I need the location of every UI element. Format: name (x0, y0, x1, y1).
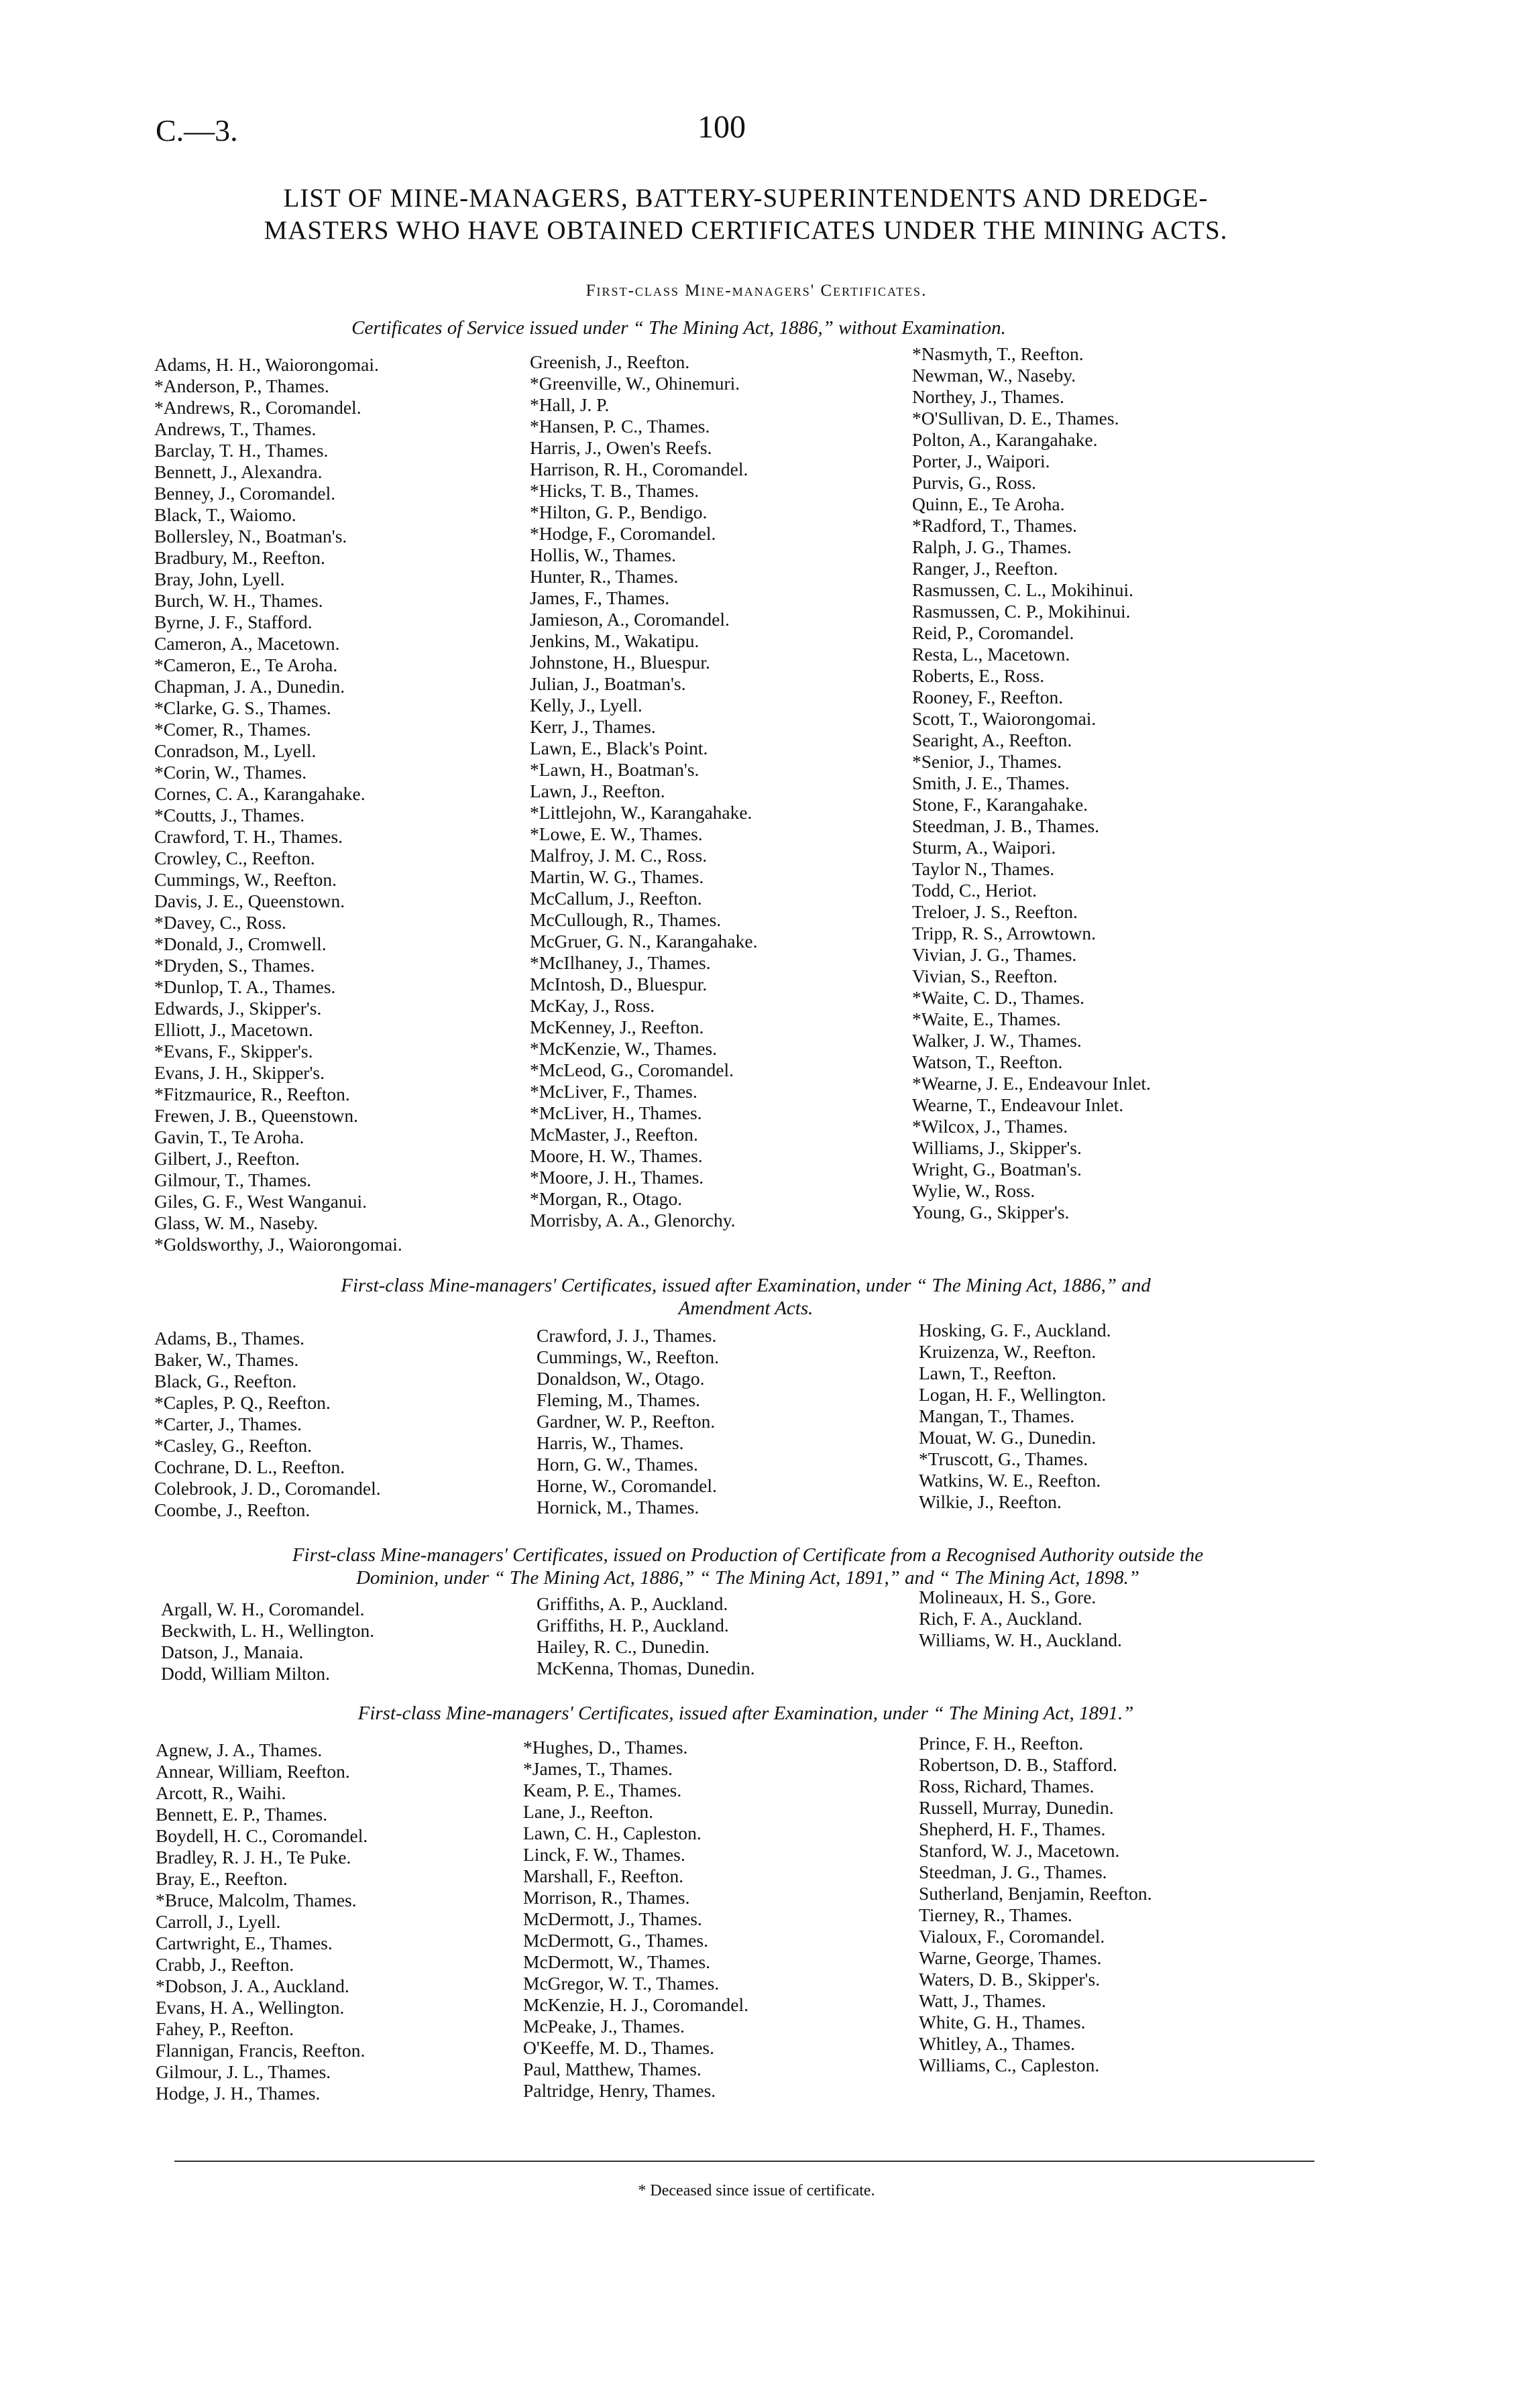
name-entry: *McLeod, G., Coromandel. (530, 1059, 734, 1080)
name-entry: Glass, W. M., Naseby. (154, 1212, 319, 1233)
name-entry: Whitley, A., Thames. (919, 2033, 1075, 2054)
name-entry: Beckwith, L. H., Wellington. (161, 1620, 375, 1641)
name-entry: Crowley, C., Reefton. (154, 848, 315, 868)
section-3-column-2 (537, 1593, 755, 1679)
name-entry: Bradbury, M., Reefton. (154, 547, 325, 568)
name-entry: James, F., Thames. (530, 587, 670, 608)
caption-line: First-class Mine-managers' Certificates, issued after Examination, under “ The Mining Act, 1886,” and (341, 1275, 1151, 1296)
name-entry: Cochrane, D. L., Reefton. (154, 1456, 345, 1477)
name-entry: Young, G., Skipper's. (912, 1202, 1070, 1222)
name-entry: Scott, T., Waiorongomai. (912, 708, 1097, 729)
name-entry: Edwards, J., Skipper's. (154, 998, 322, 1019)
name-entry: *Davey, C., Ross. (154, 912, 286, 933)
name-entry: *Clarke, G. S., Thames. (154, 697, 331, 718)
section-4-column-3 (919, 1733, 1152, 2076)
name-entry: *Carter, J., Thames. (154, 1414, 302, 1434)
name-entry: *Wearne, J. E., Endeavour Inlet. (912, 1073, 1151, 1094)
name-entry: Hodge, J. H., Thames. (156, 2083, 321, 2104)
name-entry: Benney, J., Coromandel. (154, 483, 336, 504)
name-entry: Fleming, M., Thames. (537, 1389, 700, 1410)
name-entry: Malfroy, J. M. C., Ross. (530, 845, 708, 866)
name-entry: Conradson, M., Lyell. (154, 740, 317, 761)
name-entry: O'Keeffe, M. D., Thames. (523, 2037, 714, 2058)
name-entry: McDermott, J., Thames. (523, 1908, 702, 1929)
name-entry: *Dryden, S., Thames. (154, 955, 315, 976)
name-entry: *Hicks, T. B., Thames. (530, 480, 699, 501)
name-entry: Gilbert, J., Reefton. (154, 1148, 300, 1169)
name-entry: Northey, J., Thames. (912, 386, 1064, 407)
name-entry: Porter, J., Waipori. (912, 451, 1050, 471)
name-entry: Vivian, S., Reefton. (912, 966, 1058, 986)
name-entry: Watkins, W. E., Reefton. (919, 1470, 1101, 1491)
name-entry: Davis, J. E., Queenstown. (154, 891, 345, 911)
name-entry: *Senior, J., Thames. (912, 751, 1062, 772)
name-entry: Sturm, A., Waipori. (912, 837, 1056, 858)
name-entry: McCallum, J., Reefton. (530, 888, 702, 909)
name-entry: *James, T., Thames. (523, 1758, 673, 1779)
name-entry: *Anderson, P., Thames. (154, 376, 329, 396)
section-2-column-2 (537, 1325, 719, 1518)
name-entry: Wylie, W., Ross. (912, 1180, 1035, 1201)
name-entry: Flannigan, Francis, Reefton. (156, 2040, 366, 2061)
section-3-caption (148, 1544, 1348, 1589)
name-entry: Watt, J., Thames. (919, 1990, 1046, 2011)
name-entry: Greenish, J., Reefton. (530, 351, 690, 372)
name-entry: Barclay, T. H., Thames. (154, 440, 329, 461)
name-entry: Williams, J., Skipper's. (912, 1137, 1082, 1158)
section-1-column-1 (154, 354, 402, 1255)
name-entry: *Evans, F., Skipper's. (154, 1041, 313, 1062)
name-entry: Boydell, H. C., Coromandel. (156, 1825, 368, 1846)
section-1-column-2 (530, 351, 757, 1231)
name-entry: Russell, Murray, Dunedin. (919, 1797, 1114, 1818)
name-entry: Lawn, C. H., Capleston. (523, 1823, 702, 1843)
name-entry: Griffiths, H. P., Auckland. (537, 1615, 729, 1636)
name-entry: Andrews, T., Thames. (154, 418, 317, 439)
name-entry: McKenney, J., Reefton. (530, 1017, 704, 1037)
name-entry: *Wilcox, J., Thames. (912, 1116, 1068, 1137)
footnote: * Deceased since issue of certificate. (638, 2182, 875, 2199)
name-entry: *Littlejohn, W., Karangahake. (530, 802, 752, 823)
name-entry: Cummings, W., Reefton. (154, 869, 337, 890)
name-entry: Evans, J. H., Skipper's. (154, 1062, 325, 1083)
name-entry: Stone, F., Karangahake. (912, 794, 1088, 815)
name-entry: Todd, C., Heriot. (912, 880, 1037, 901)
name-entry: Ross, Richard, Thames. (919, 1776, 1095, 1796)
name-entry: Annear, William, Reefton. (156, 1761, 350, 1782)
name-entry: Horne, W., Coromandel. (537, 1475, 717, 1496)
name-entry: *McLiver, F., Thames. (530, 1081, 697, 1102)
caption-line: Certificates of Service issued under “ The Mining Act, 1886,” without Examination. (351, 317, 1006, 339)
name-entry: Stanford, W. J., Macetown. (919, 1840, 1120, 1861)
name-entry: Wright, G., Boatman's. (912, 1159, 1082, 1180)
name-entry: Baker, W., Thames. (154, 1349, 299, 1370)
caption-line: First-class Mine-managers' Certificates, issued on Production of Certificate from a Recognised Authority outside the (292, 1544, 1204, 1566)
name-entry: Rich, F. A., Auckland. (919, 1608, 1082, 1629)
name-entry: Williams, W. H., Auckland. (919, 1629, 1122, 1650)
name-entry: Gilmour, J. L., Thames. (156, 2061, 331, 2082)
name-entry: Keam, P. E., Thames. (523, 1780, 682, 1800)
name-entry: Shepherd, H. F., Thames. (919, 1819, 1106, 1839)
name-entry: *Hansen, P. C., Thames. (530, 416, 710, 437)
name-entry: *McLiver, H., Thames. (530, 1102, 702, 1123)
name-entry: McMaster, J., Reefton. (530, 1124, 698, 1145)
caption-line: Dominion, under “ The Mining Act, 1886,” “ The Mining Act, 1891,” and “ The Mining Act, 1898.” (355, 1567, 1140, 1589)
name-entry: *Comer, R., Thames. (154, 719, 311, 740)
name-entry: Adams, B., Thames. (154, 1328, 305, 1349)
name-entry: Roberts, E., Ross. (912, 665, 1045, 686)
footnote-divider (174, 2161, 1314, 2162)
name-entry: Cummings, W., Reefton. (537, 1346, 719, 1367)
name-entry: Cartwright, E., Thames. (156, 1933, 333, 1953)
name-entry: *McIlhaney, J., Thames. (530, 952, 711, 973)
name-entry: Evans, H. A., Wellington. (156, 1997, 345, 2018)
name-entry: *Caples, P. Q., Reefton. (154, 1392, 331, 1413)
name-entry: McGruer, G. N., Karangahake. (530, 931, 758, 952)
name-entry: White, G. H., Thames. (919, 2012, 1086, 2032)
page-title (156, 182, 1336, 247)
name-entry: *Donald, J., Cromwell. (154, 933, 327, 954)
name-entry: Hornick, M., Thames. (537, 1497, 699, 1517)
name-entry: Hosking, G. F., Auckland. (919, 1320, 1111, 1340)
name-entry: Lawn, T., Reefton. (919, 1363, 1057, 1383)
name-entry: *Waite, E., Thames. (912, 1009, 1061, 1029)
name-entry: Byrne, J. F., Stafford. (154, 612, 313, 632)
name-entry: Lawn, E., Black's Point. (530, 738, 708, 758)
name-entry: Reid, P., Coromandel. (912, 622, 1074, 643)
name-entry: *O'Sullivan, D. E., Thames. (912, 408, 1119, 428)
name-entry: Dodd, William Milton. (161, 1663, 330, 1684)
name-entry: *Waite, C. D., Thames. (912, 987, 1084, 1008)
name-entry: Black, G., Reefton. (154, 1371, 297, 1391)
name-entry: Bray, John, Lyell. (154, 569, 285, 589)
name-entry: Marshall, F., Reefton. (523, 1866, 684, 1886)
name-entry: Harris, W., Thames. (537, 1432, 684, 1453)
name-entry: Crabb, J., Reefton. (156, 1954, 294, 1975)
name-entry: *Hughes, D., Thames. (523, 1737, 688, 1758)
name-entry: Griffiths, A. P., Auckland. (537, 1593, 728, 1614)
name-entry: Rasmussen, C. L., Mokihinui. (912, 579, 1134, 600)
name-entry: Morrisby, A. A., Glenorchy. (530, 1210, 736, 1230)
name-entry: Tripp, R. S., Arrowtown. (912, 923, 1097, 943)
name-entry: Bennett, E. P., Thames. (156, 1804, 328, 1825)
name-entry: Williams, C., Capleston. (919, 2055, 1100, 2075)
section-2-column-1 (154, 1328, 381, 1521)
name-entry: Walker, J. W., Thames. (912, 1030, 1082, 1051)
name-entry: *Fitzmaurice, R., Reefton. (154, 1084, 350, 1104)
name-entry: McPeake, J., Thames. (523, 2016, 685, 2037)
name-entry: *Dunlop, T. A., Thames. (154, 976, 336, 997)
section-1-caption (156, 317, 1202, 339)
name-entry: *Lowe, E. W., Thames. (530, 823, 703, 844)
name-entry: *McKenzie, W., Thames. (530, 1038, 718, 1059)
name-entry: Donaldson, W., Otago. (537, 1368, 705, 1389)
section-3-column-1 (161, 1599, 374, 1684)
section-heading: First-class Mine-managers' Certificates. (585, 282, 928, 300)
name-entry: *Lawn, H., Boatman's. (530, 759, 699, 780)
name-entry: Paltridge, Henry, Thames. (523, 2080, 716, 2101)
name-entry: Treloer, J. S., Reefton. (912, 901, 1078, 922)
name-entry: *Greenville, W., Ohinemuri. (530, 373, 740, 394)
section-2-column-3 (919, 1320, 1111, 1513)
name-entry: Sutherland, Benjamin, Reefton. (919, 1883, 1152, 1904)
name-entry: Carroll, J., Lyell. (156, 1911, 281, 1932)
title-line-1: LIST OF MINE-MANAGERS, BATTERY-SUPERINTENDENTS AND DREDGE- (283, 184, 1209, 213)
name-entry: Bennett, J., Alexandra. (154, 461, 323, 482)
name-entry: Mangan, T., Thames. (919, 1406, 1075, 1426)
name-entry: Tierney, R., Thames. (919, 1904, 1072, 1925)
name-entry: Argall, W. H., Coromandel. (161, 1599, 365, 1619)
name-entry: McDermott, G., Thames. (523, 1930, 708, 1951)
name-entry: *Corin, W., Thames. (154, 762, 307, 783)
section-3-column-3 (919, 1587, 1122, 1651)
name-entry: Cornes, C. A., Karangahake. (154, 783, 366, 804)
name-entry: Lawn, J., Reefton. (530, 781, 665, 801)
name-entry: Rasmussen, C. P., Mokihinui. (912, 601, 1131, 622)
name-entry: *Radford, T., Thames. (912, 515, 1077, 536)
name-entry: Paul, Matthew, Thames. (523, 2059, 702, 2079)
name-entry: Frewen, J. B., Queenstown. (154, 1105, 358, 1126)
section-4-column-1 (156, 1739, 368, 2104)
name-entry: *Bruce, Malcolm, Thames. (156, 1890, 357, 1910)
name-entry: Hollis, W., Thames. (530, 544, 676, 565)
name-entry: Steedman, J. G., Thames. (919, 1861, 1107, 1882)
name-entry: Bray, E., Reefton. (156, 1868, 288, 1889)
name-entry: *Dobson, J. A., Auckland. (156, 1975, 349, 1996)
name-entry: Harris, J., Owen's Reefs. (530, 437, 712, 458)
name-entry: *Moore, J. H., Thames. (530, 1167, 704, 1188)
name-entry: Ranger, J., Reefton. (912, 558, 1058, 579)
caption-line: Amendment Acts. (678, 1298, 814, 1319)
name-entry: Linck, F. W., Thames. (523, 1844, 685, 1865)
name-entry: Crawford, T. H., Thames. (154, 826, 343, 847)
name-entry: Watson, T., Reefton. (912, 1051, 1063, 1072)
name-entry: Arcott, R., Waihi. (156, 1782, 286, 1803)
name-entry: Johnstone, H., Bluespur. (530, 652, 710, 673)
name-entry: Robertson, D. B., Stafford. (919, 1754, 1117, 1775)
name-entry: Steedman, J. B., Thames. (912, 815, 1100, 836)
name-entry: Hailey, R. C., Dunedin. (537, 1636, 710, 1657)
name-entry: Datson, J., Manaia. (161, 1642, 304, 1662)
name-entry: McKay, J., Ross. (530, 995, 655, 1016)
name-entry: Kerr, J., Thames. (530, 716, 656, 737)
name-entry: Coombe, J., Reefton. (154, 1499, 311, 1520)
name-entry: Vivian, J. G., Thames. (912, 944, 1077, 965)
name-entry: Warne, George, Thames. (919, 1947, 1102, 1968)
name-entry: *Cameron, E., Te Aroha. (154, 654, 338, 675)
name-entry: Wearne, T., Endeavour Inlet. (912, 1094, 1124, 1115)
name-entry: *Goldsworthy, J., Waiorongomai. (154, 1234, 402, 1255)
name-entry: Horn, G. W., Thames. (537, 1454, 698, 1475)
name-entry: Prince, F. H., Reefton. (919, 1733, 1084, 1754)
name-entry: McDermott, W., Thames. (523, 1951, 711, 1972)
section-4-column-2 (523, 1737, 748, 2102)
name-entry: Cameron, A., Macetown. (154, 633, 340, 654)
name-entry: Mouat, W. G., Dunedin. (919, 1427, 1097, 1448)
name-entry: McKenzie, H. J., Coromandel. (523, 1994, 749, 2015)
name-entry: McGregor, W. T., Thames. (523, 1973, 720, 1994)
name-entry: Giles, G. F., West Wanganui. (154, 1191, 367, 1212)
name-entry: Morrison, R., Thames. (523, 1887, 690, 1908)
name-entry: Jamieson, A., Coromandel. (530, 609, 730, 630)
name-entry: Smith, J. E., Thames. (912, 772, 1070, 793)
name-entry: Resta, L., Macetown. (912, 644, 1070, 665)
name-entry: Kelly, J., Lyell. (530, 695, 642, 715)
section-1-column-3 (912, 343, 1151, 1223)
name-entry: *Hilton, G. P., Bendigo. (530, 502, 708, 522)
name-entry: Ralph, J. G., Thames. (912, 536, 1072, 557)
name-entry: Fahey, P., Reefton. (156, 2018, 294, 2039)
name-entry: Black, T., Waiomo. (154, 504, 296, 525)
name-entry: Harrison, R. H., Coromandel. (530, 459, 748, 479)
name-entry: Hunter, R., Thames. (530, 566, 679, 587)
document-code: C.—3. (156, 113, 238, 148)
name-entry: *Hodge, F., Coromandel. (530, 523, 716, 544)
name-entry: *Andrews, R., Coromandel. (154, 397, 361, 418)
name-entry: *Nasmyth, T., Reefton. (912, 343, 1084, 364)
name-entry: Taylor N., Thames. (912, 858, 1055, 879)
section-2-caption (156, 1274, 1336, 1320)
section-4-caption (156, 1702, 1336, 1725)
name-entry: Purvis, G., Ross. (912, 472, 1036, 493)
name-entry: *Casley, G., Reefton. (154, 1435, 312, 1456)
name-entry: Newman, W., Naseby. (912, 365, 1076, 386)
name-entry: Vialoux, F., Coromandel. (919, 1926, 1105, 1947)
page-number: 100 (697, 109, 746, 145)
name-entry: Waters, D. B., Skipper's. (919, 1969, 1101, 1990)
name-entry: *Morgan, R., Otago. (530, 1188, 683, 1209)
title-line-2: MASTERS WHO HAVE OBTAINED CERTIFICATES UNDER THE MINING ACTS. (264, 216, 1228, 245)
name-entry: Molineaux, H. S., Gore. (919, 1587, 1097, 1607)
name-entry: Burch, W. H., Thames. (154, 590, 323, 611)
caption-line: First-class Mine-managers' Certificates, issued after Examination, under “ The Mining Act, 1891.” (357, 1703, 1134, 1724)
name-entry: Gilmour, T., Thames. (154, 1169, 312, 1190)
name-entry: Elliott, J., Macetown. (154, 1019, 313, 1040)
name-entry: Rooney, F., Reefton. (912, 687, 1064, 707)
name-entry: Bradley, R. J. H., Te Puke. (156, 1847, 351, 1868)
name-entry: Chapman, J. A., Dunedin. (154, 676, 345, 697)
name-entry: McCullough, R., Thames. (530, 909, 722, 930)
name-entry: Quinn, E., Te Aroha. (912, 494, 1065, 514)
name-entry: McIntosh, D., Bluespur. (530, 974, 708, 994)
name-entry: Crawford, J. J., Thames. (537, 1325, 717, 1346)
name-entry: Jenkins, M., Wakatipu. (530, 630, 699, 651)
name-entry: Bollersley, N., Boatman's. (154, 526, 347, 547)
name-entry: Logan, H. F., Wellington. (919, 1384, 1107, 1405)
name-entry: *Truscott, G., Thames. (919, 1448, 1088, 1469)
name-entry: Julian, J., Boatman's. (530, 673, 686, 694)
name-entry: McKenna, Thomas, Dunedin. (537, 1658, 755, 1678)
name-entry: Agnew, J. A., Thames. (156, 1739, 323, 1760)
name-entry: Gardner, W. P., Reefton. (537, 1411, 716, 1432)
name-entry: Searight, A., Reefton. (912, 730, 1072, 750)
name-entry: Gavin, T., Te Aroha. (154, 1127, 304, 1147)
name-entry: Adams, H. H., Waiorongomai. (154, 354, 379, 375)
name-entry: *Hall, J. P. (530, 394, 610, 415)
name-entry: Moore, H. W., Thames. (530, 1145, 703, 1166)
name-entry: Kruizenza, W., Reefton. (919, 1341, 1097, 1362)
name-entry: Colebrook, J. D., Coromandel. (154, 1478, 381, 1499)
name-entry: Martin, W. G., Thames. (530, 866, 704, 887)
name-entry: Wilkie, J., Reefton. (919, 1491, 1062, 1512)
name-entry: Polton, A., Karangahake. (912, 429, 1098, 450)
name-entry: Lane, J., Reefton. (523, 1801, 653, 1822)
name-entry: *Coutts, J., Thames. (154, 805, 305, 825)
